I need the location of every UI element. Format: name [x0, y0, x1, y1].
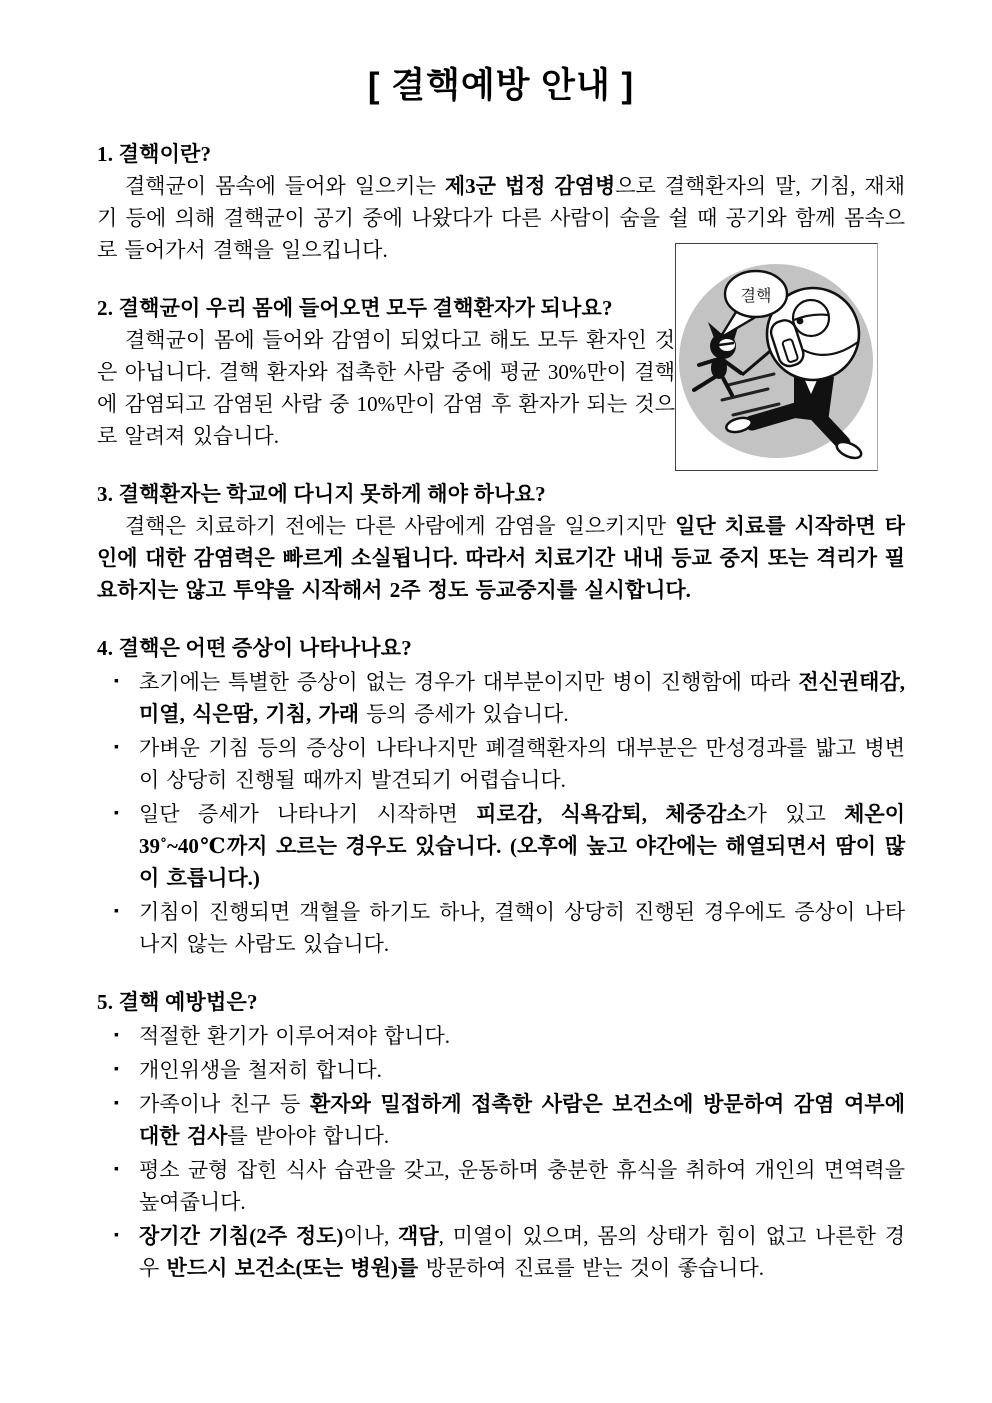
section-5: [97, 986, 905, 1284]
section-3-paragraph: 결핵은 치료하기 전에는 다른 사람에게 감염을 일으키지만 일단 치료를 시작하면 타인에 대한 감염력은 빠르게 소실됩니다. 따라서 치료기간 내내 등교 중지 또는 격리가 필요하지는 않고 투약을 시작해서 2주 정도 등교중지를 실시합니다.: [97, 514, 906, 602]
bullet-text: 평소 균형 잡힌 식사 습관을 갖고, 운동하며 충분한 휴식을 취하여 개인의 면역력을 높여줍니다.: [139, 1158, 905, 1214]
bullet-square-icon: ▪: [114, 1028, 119, 1043]
bullet-text: 일단 증세가 나타나기 시작하면 피로감, 식욕감퇴, 체중감소가 있고 체온이 39˚~40℃까지 오르는 경우도 있습니다. (오후에 높고 야간에는 해열되면서 땀이 많이 흐릅니다.): [139, 802, 905, 890]
bullet-square-icon: ▪: [114, 1062, 119, 1077]
bullet-text: 기침이 진행되면 객혈을 하기도 하나, 결핵이 상당히 진행된 경우에도 증상이 나타나지 않는 사람도 있습니다.: [139, 900, 905, 956]
section-1-paragraph: 결핵균이 몸속에 들어와 일으키는 제3군 법정 감염병으로 결핵환자의 말, 기침, 재채기 등에 의해 결핵균이 공기 중에 나왔다가 다른 사람이 숨을 쉴 때 공기와 함께 몸속으로 들어가서 결핵을 일으킵니다.: [97, 174, 905, 262]
bullet-item: [97, 1220, 905, 1284]
section-4: [97, 632, 905, 960]
section-3-heading: 3. 결핵환자는 학교에 다니지 못하게 해야 하나요?: [97, 482, 546, 506]
document-content: [97, 0, 905, 1286]
section-4-bullet-list: [97, 666, 905, 960]
speech-bubble-label: 결핵: [740, 288, 772, 305]
bullet-item: [97, 666, 905, 730]
document-title: [ 결핵예방 안내 ]: [367, 66, 635, 105]
bullet-item: [97, 1088, 905, 1152]
bullet-text: 초기에는 특별한 증상이 없는 경우가 대부분이지만 병이 진행함에 따라 전신권태감, 미열, 식은땀, 기침, 가래 등의 증세가 있습니다.: [139, 670, 905, 726]
bullet-square-icon: ▪: [114, 904, 119, 919]
bullet-square-icon: ▪: [114, 740, 119, 755]
section-2: [97, 292, 905, 452]
bullet-item: [97, 896, 905, 960]
bullet-text: 적절한 환기가 이루어져야 합니다.: [139, 1024, 451, 1048]
bullet-item: [97, 1054, 905, 1086]
bullet-text: 장기간 기침(2주 정도)이나, 객담, 미열이 있으며, 몸의 상태가 힘이 없고 나른한 경우 반드시 보건소(또는 병원)를 방문하여 진료를 받는 것이 좋습니다.: [139, 1224, 905, 1280]
section-5-heading: 5. 결핵 예방법은?: [97, 990, 258, 1014]
bullet-item: [97, 798, 905, 894]
bullet-item: [97, 1020, 905, 1052]
section-1-heading: 1. 결핵이란?: [97, 142, 212, 166]
section-2-paragraph: 결핵균이 몸에 들어와 감염이 되었다고 해도 모두 환자인 것은 아닙니다. 결핵 환자와 접촉한 사람 중에 평균 30%만이 결핵에 감염되고 감염된 사람 중 10%만이 감염 후 환자가 되는 것으로 알려져 있습니다.: [97, 328, 675, 448]
section-2-heading: 2. 결핵균이 우리 몸에 들어오면 모두 결핵환자가 되나요?: [97, 296, 613, 320]
bullet-text: 개인위생을 철저히 합니다.: [139, 1058, 382, 1082]
bullet-square-icon: ▪: [114, 806, 119, 821]
bullet-item: [97, 732, 905, 796]
bullet-square-icon: ▪: [114, 1228, 119, 1243]
bullet-square-icon: ▪: [114, 674, 119, 689]
section-3: [97, 478, 905, 606]
section-5-bullet-list: [97, 1020, 905, 1284]
section-1: [97, 138, 905, 266]
bullet-text: 가족이나 친구 등 환자와 밀접하게 접촉한 사람은 보건소에 방문하여 감염 여부에 대한 검사를 받아야 합니다.: [139, 1092, 905, 1148]
bullet-text: 가벼운 기침 등의 증상이 나타나지만 폐결핵환자의 대부분은 만성경과를 밟고 병변이 상당히 진행될 때까지 발견되기 어렵습니다.: [139, 736, 905, 792]
bullet-item: [97, 1154, 905, 1218]
bullet-square-icon: ▪: [114, 1096, 119, 1111]
section-4-heading: 4. 결핵은 어떤 증상이 나타나나요?: [97, 636, 412, 660]
bullet-square-icon: ▪: [114, 1162, 119, 1177]
